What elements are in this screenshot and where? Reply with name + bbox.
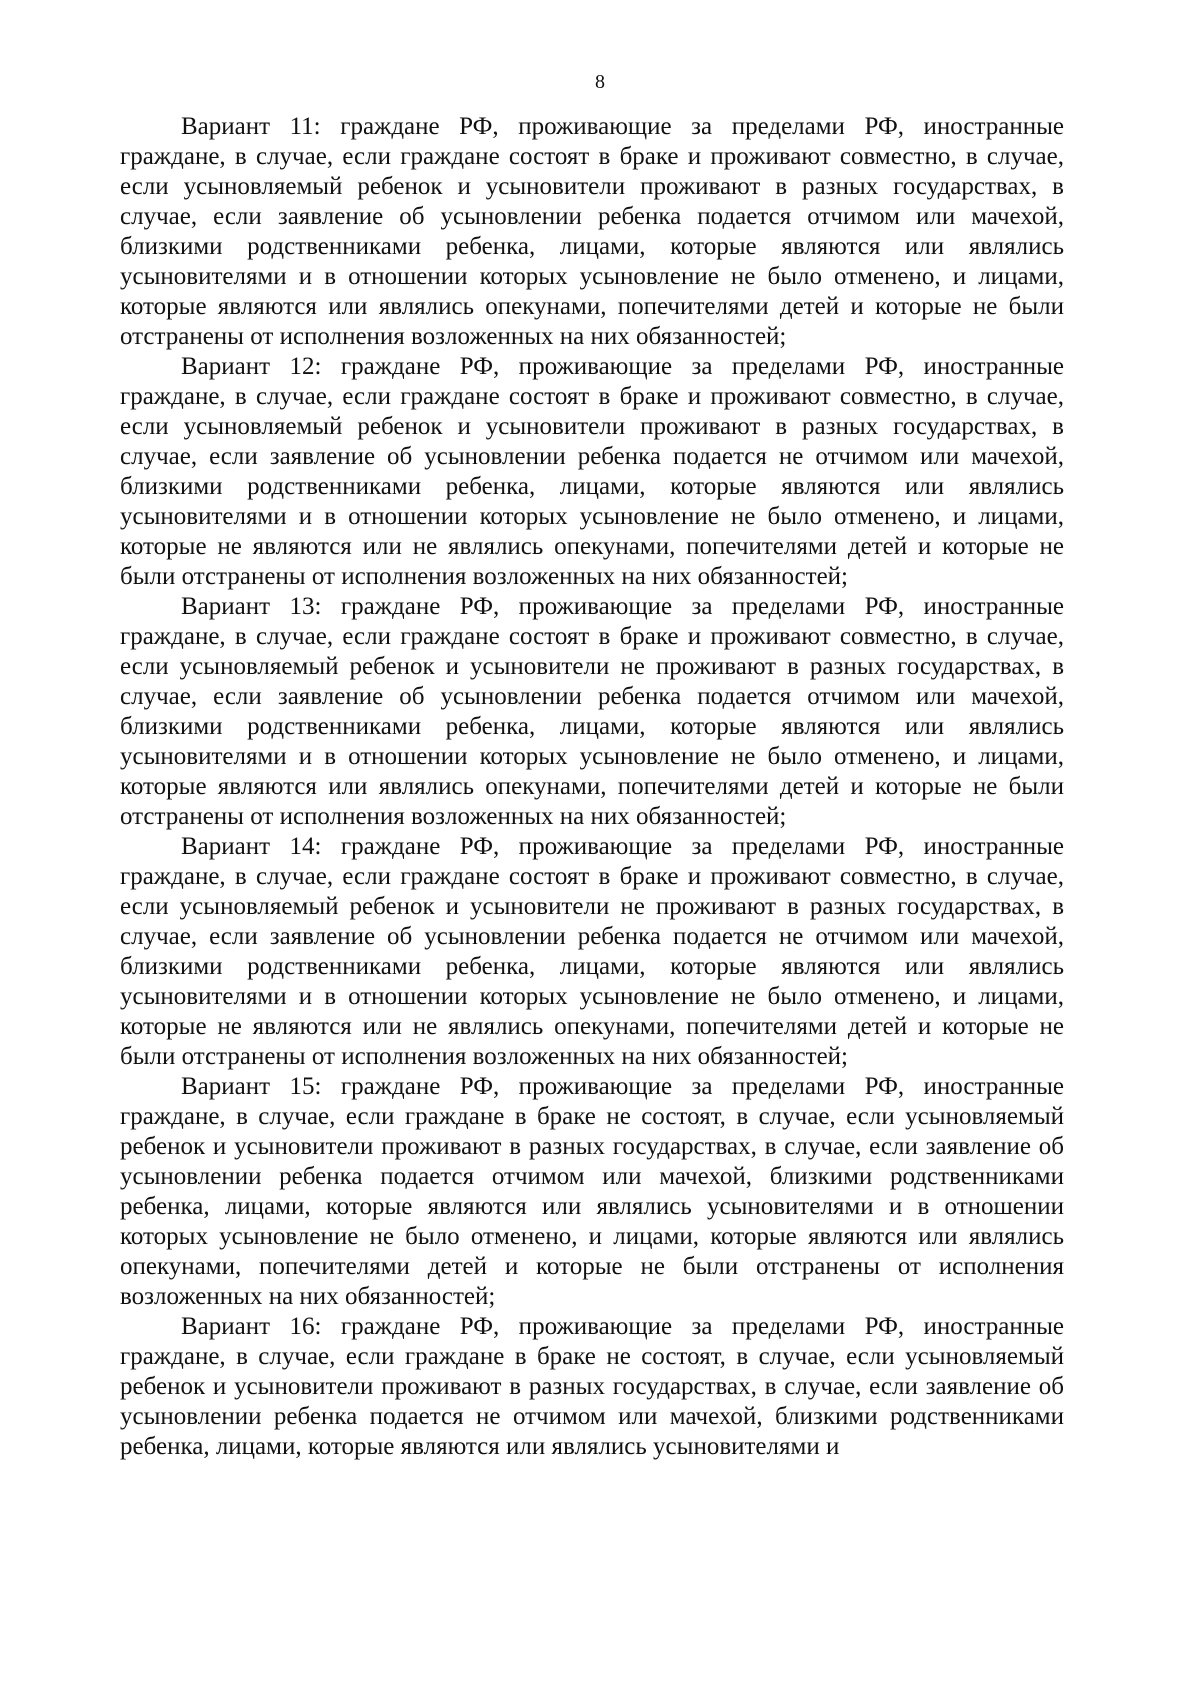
paragraph-variant-14: Вариант 14: граждане РФ, проживающие за пределами РФ, иностранные граждане, в случае, если граждане состоят в браке и проживают совместно, в случае, если усыновляемый ребенок и усыновители не проживают в разных государствах, в случае, если заявление об усыновлении ребенка подается не отчимом или мачехой, близкими родственниками ребенка, лицами, которые являются или являлись усыновителями и в отношении которых усыновление не было отменено, и лицами, которые не являются или не являлись опекунами, попечителями детей и которые не были отстранены от исполнения возложенных на них обязанностей; — [120, 833, 1064, 1070]
page-number: 8 — [595, 71, 605, 93]
paragraph-variant-13: Вариант 13: граждане РФ, проживающие за пределами РФ, иностранные граждане, в случае, если граждане состоят в браке и проживают совместно, в случае, если усыновляемый ребенок и усыновители не проживают в разных государствах, в случае, если заявление об усыновлении ребенка подается отчимом или мачехой, близкими родственниками ребенка, лицами, которые являются или являлись усыновителями и в отношении которых усыновление не было отменено, и лицами, которые являются или являлись опекунами, попечителями детей и которые не были отстранены от исполнения возложенных на них обязанностей; — [120, 593, 1064, 830]
paragraph-variant-11: Вариант 11: граждане РФ, проживающие за пределами РФ, иностранные граждане, в случае, если граждане состоят в браке и проживают совместно, в случае, если усыновляемый ребенок и усыновители проживают в разных государствах, в случае, если заявление об усыновлении ребенка подается отчимом или мачехой, близкими родственниками ребенка, лицами, которые являются или являлись усыновителями и в отношении которых усыновление не было отменено, и лицами, которые являются или являлись опекунами, попечителями детей и которые не были отстранены от исполнения возложенных на них обязанностей; — [120, 113, 1064, 350]
document-body — [120, 112, 1064, 1462]
paragraph-variant-12: Вариант 12: граждане РФ, проживающие за пределами РФ, иностранные граждане, в случае, если граждане состоят в браке и проживают совместно, в случае, если усыновляемый ребенок и усыновители проживают в разных государствах, в случае, если заявление об усыновлении ребенка подается не отчимом или мачехой, близкими родственниками ребенка, лицами, которые являются или являлись усыновителями и в отношении которых усыновление не было отменено, и лицами, которые не являются или не являлись опекунами, попечителями детей и которые не были отстранены от исполнения возложенных на них обязанностей; — [120, 353, 1064, 590]
paragraph-variant-16: Вариант 16: граждане РФ, проживающие за пределами РФ, иностранные граждане, в случае, если граждане в браке не состоят, в случае, если усыновляемый ребенок и усыновители проживают в разных государствах, в случае, если заявление об усыновлении ребенка подается не отчимом или мачехой, близкими родственниками ребенка, лицами, которые являются или являлись усыновителями и — [120, 1313, 1064, 1460]
paragraph-variant-15: Вариант 15: граждане РФ, проживающие за пределами РФ, иностранные граждане, в случае, если граждане в браке не состоят, в случае, если усыновляемый ребенок и усыновители проживают в разных государствах, в случае, если заявление об усыновлении ребенка подается отчимом или мачехой, близкими родственниками ребенка, лицами, которые являются или являлись усыновителями и в отношении которых усыновление не было отменено, и лицами, которые являются или являлись опекунами, попечителями детей и которые не были отстранены от исполнения возложенных на них обязанностей; — [120, 1073, 1064, 1310]
